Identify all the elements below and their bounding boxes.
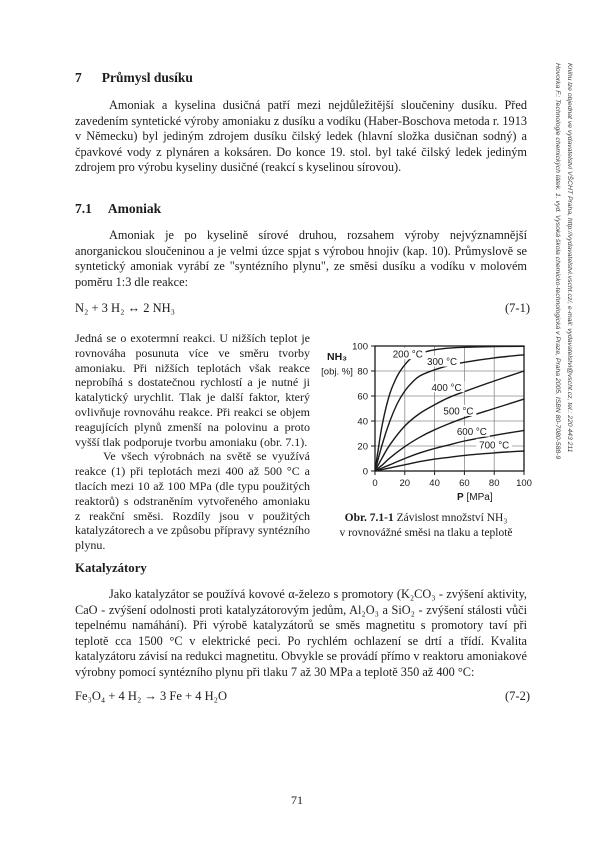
svg-text:200 °C: 200 °C [392,349,423,361]
svg-text:NH₃: NH₃ [326,351,348,363]
figure-caption [310,511,542,541]
svg-text:100: 100 [352,341,368,353]
equation-7-1 [75,301,530,316]
catalysts-heading: Katalyzátory [75,561,147,575]
section-title: Amoniak [107,201,162,216]
svg-text:100: 100 [516,478,532,489]
equation-7-1-formula: N₂ + 3 H₂ ↔ 2 NH₃ [75,301,175,315]
svg-text:500 °C: 500 °C [443,406,474,418]
figure-caption-line2: v rovnovážné směsi na tlaku a teplotě [339,527,513,539]
sidebar-ordering-line: Knihu lze objednat ve vydavatelství VŠCHT Praha, http://vydavatelstvi.vscht.cz/, e-mail: vydavatelstvi@vscht.cz, tel.: 220 443 211 [566,63,573,453]
section-number: 7.1 [75,201,92,216]
svg-text:600 °C: 600 °C [456,427,487,439]
svg-text:400 °C: 400 °C [431,382,462,394]
production-conditions-paragraph: Ve všech výrobnách na světě se využívá reakce (1) při teplotách mezi 400 až 500 °C a tlacích mezi 10 až 100 MPa (dle typu použitých reaktorů) s odstraněním vytvořeného amoniaku z reakční směsi. Rozdíly jsou v použitých katalyzátorech a ve způsobu přípravy syntézního plynu. [75,449,310,553]
nh3-equilibrium-chart [310,331,542,503]
svg-text:80: 80 [357,366,368,378]
catalysts-paragraph: Jako katalyzátor se používá kovové α-železo s promotory (K₂CO₃ - zvýšení aktivity, CaO - zvýšení odolnosti proti katalyzátorovým jedům, Al₂O₃ a SiO₂ - zvýšení stálosti vůči tepelnému namáhání). Při výrobě katalyzátorů se směs magnetitu s promotory taví při teplotě cca 1500 °C v elektrické peci. Po rychlém ochlazení se drtí a třídí. Kvalita katalyzátoru závisí na redukci magnetitu. Obvykle se provádí přímo v reaktoru amoniakové výrobny pomocí syntézního plynu při tlaku 7 až 30 MPa a teplotě 350 až 400 °C: [75,587,527,679]
svg-text:[obj. %]: [obj. %] [321,366,353,378]
page-number: 71 [291,793,303,807]
chapter-heading [75,70,193,86]
equation-7-1-number: (7-1) [505,301,530,315]
svg-text:300 °C: 300 °C [427,357,458,369]
chapter-title: Průmysl dusíku [101,70,193,85]
ammonia-intro-paragraph: Amoniak je po kyselině sírové druhou, rozsahem výroby nejvýznamnější anorganickou sloučeninou a je velmi úzce spjat s výrobou hnojiv (kap. 10). Průmyslově se syntetický amoniak vyrábí ze "syntézního plynu", ze směsi dusíku a vodíku v molovém poměru 1:3 dle reakce: [75,228,527,289]
two-column-block [75,331,542,553]
svg-text:P [MPa]: P [MPa] [457,492,493,503]
figure-7-1-1 [310,331,542,553]
figure-caption-text: Závislost množství NH₃ [393,512,508,524]
svg-text:20: 20 [357,441,368,453]
equation-7-2-formula: Fe₃O₄ + 4 H₂ → 3 Fe + 4 H₂O [75,689,228,703]
figure-caption-line1 [310,511,542,526]
svg-text:80: 80 [488,478,500,489]
svg-text:20: 20 [399,478,411,489]
equation-7-2-number: (7-2) [505,689,530,703]
svg-text:0: 0 [362,466,368,478]
edition-notice-sidebar [551,63,575,459]
svg-text:40: 40 [429,478,440,489]
chapter-number: 7 [75,70,82,85]
svg-text:40: 40 [357,416,368,428]
intro-paragraph: Amoniak a kyselina dusičná patří mezi nejdůležitější sloučeniny dusíku. Před zavedením syntetické výroby amoniaku z dusíku a vodíku (Haber-Boschova metoda r. 1913 v Německu) byl jediným zdrojem dusíku čilský ledek (hlavní složka dusičnan sodný) a čpavkové vody z plynáren a koksáren. Do konce 19. stol. byl také čilský ledek jediným zdrojem pro výrobu kyseliny dusičné (reakcí s kyselinou sírovou). [75,98,527,174]
svg-text:0: 0 [372,478,378,489]
svg-text:60: 60 [357,391,368,403]
sidebar-citation-line: Hovorka F.: Technologie chemických látek. 1. vyd. Vysoká škola chemicko-technologická v Praze, Praha 2005. ISBN 80-7080-588-9 [554,63,561,460]
equation-7-2 [75,689,530,704]
svg-text:700 °C: 700 °C [479,440,510,452]
section-7-1-heading [75,201,161,217]
figure-caption-number: Obr. 7.1-1 [344,512,394,524]
left-text-column [75,331,310,553]
equilibrium-paragraph: Jedná se o exotermní reakci. U nižších teplot je rovnováha posunuta více ve směru tvorby amoniaku. Při nižších teplotách však reakce neprobíhá s dostatečnou rychlostí a je nutné ji katalytický urychlit. Tlak je další faktor, který ovlivňuje rovnováhu reakce. Při reakci se objem reagujících plynů zmenší na polovinu a proto vyšší tlak podporuje tvorbu amoniaku (obr. 7.1). [75,331,310,449]
svg-text:60: 60 [459,478,470,489]
